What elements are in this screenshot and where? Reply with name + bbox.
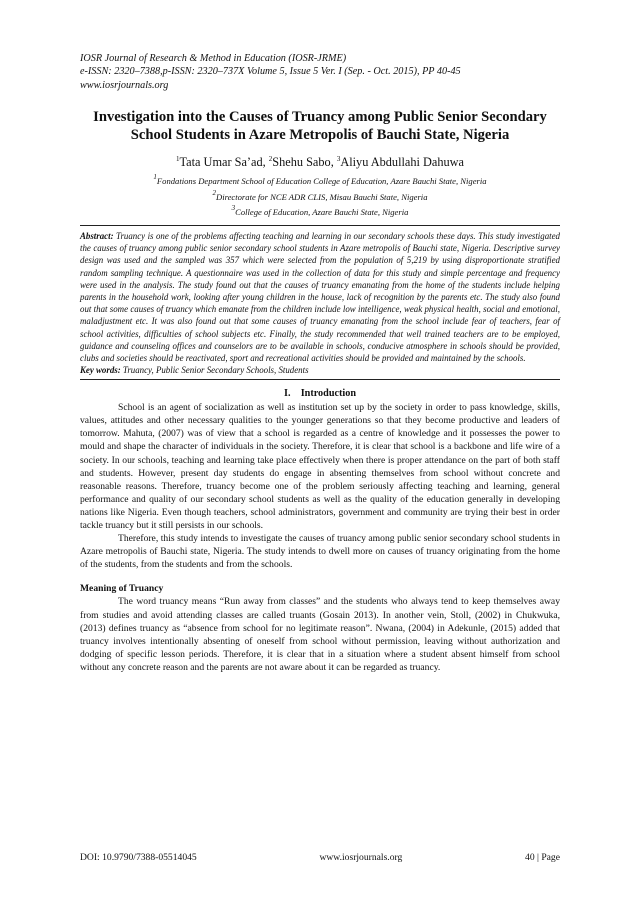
divider — [80, 379, 560, 380]
divider — [80, 225, 560, 226]
abstract — [80, 230, 560, 364]
footer-doi: DOI: 10.9790/7388-05514045 — [80, 852, 197, 863]
author-name: Shehu Sabo, — [272, 155, 337, 170]
journal-name: IOSR Journal of Research & Method in Education (IOSR-JRME) — [80, 53, 347, 64]
keywords-text: Truancy, Public Senior Secondary Schools, Students — [120, 365, 309, 376]
affiliation-sup: 2 — [212, 188, 216, 197]
paragraph: Therefore, this study intends to investigate the causes of truancy among public senior secondary school students in Azare metropolis of Bauchi state, Nigeria. The study intends to dwell more on causes of truancy originating from the home of the students, from the students and from the schools. — [80, 533, 560, 571]
section-heading: I. Introduction — [284, 388, 356, 400]
journal-header — [80, 52, 560, 92]
paragraph: The word truancy means “Run away from classes” and the students who always tend to keep themselves away from studies and avoid attending classes are called truants (Gosain 2013). In another vein, Stoll, (2002) in Chukwuka, (2013) defines truancy as “absence from school for no legitimate reason”. Nwana, (2004) in Adekunle, (2015) added that truancy involves intentionally absenting of oneself from school without permission, leaving without authorization and dodging of specific lesson periods. Therefore, it is clear that in a situation where a student absent himself from school without any concrete reason and the parents are not aware about it can be regarded as truancy. — [80, 596, 560, 673]
keywords — [80, 364, 560, 376]
affiliation-text: Fondations Department School of Education College of Education, Azare Bauchi State, Nigeria — [156, 176, 487, 187]
page-footer — [80, 852, 560, 864]
affiliation — [80, 188, 560, 204]
footer-website: www.iosrjournals.org — [319, 852, 403, 863]
affiliation-text: Directorate for NCE ADR CLIS, Misau Bauchi State, Nigeria — [216, 191, 428, 202]
journal-issn: e-ISSN: 2320–7388,p-ISSN: 2320–737X Volume 5, Issue 5 Ver. I (Sep. - Oct. 2015), PP 40-45 — [80, 66, 461, 78]
author-list — [80, 152, 560, 170]
affiliation-list — [80, 172, 560, 219]
paragraph: School is an agent of socialization as well as institution set up by the society in order to pass knowledge, skills, values, attitudes and other necessary qualities to the younger generations so that they become productive and leaders of tomorrow. Mahuta, (2007) was of view that a school is regarded as a centre of knowledge and it possesses the power to mould and shape the character of individuals in the society. Therefore, it is clear that school is a backbone and life wire of a society. In our schools, teaching and learning take place effectively when there is proper attendance on the part of both staff and students. However, present day students do engage in absenting themselves from school without concrete and reasonable reasons. Therefore, truancy become one of the problem seriously affecting teaching and learning, general performance and quality of our secondary school students as well as the quality of the education generally in developing nations like Nigeria. Even though teachers, school administrators, government and community are trying their best in order tackle truancy but it still persists in our schools. — [80, 402, 560, 531]
body-text — [80, 387, 560, 674]
author-sup: 1 — [176, 155, 180, 164]
affiliation — [80, 203, 560, 219]
abstract-label: Abstract: — [80, 230, 114, 241]
affiliation — [80, 172, 560, 188]
subsection-heading: Meaning of Truancy — [80, 583, 164, 595]
author-sup: 2 — [268, 155, 273, 164]
affiliation-sup: 3 — [231, 204, 236, 213]
author-sup: 3 — [336, 155, 341, 164]
paper-title: Investigation into the Causes of Truancy among Public Senior Secondary School Students in Azare Metropolis of Bauchi State, Nigeria — [93, 109, 547, 143]
keywords-label: Key words: — [80, 365, 121, 376]
author-name: Aliyu Abdullahi Dahuwa — [340, 155, 464, 170]
footer-page-number: 40 | Page — [525, 852, 560, 863]
affiliation-text: College of Education, Azare Bauchi State, Nigeria — [235, 207, 409, 218]
author-name: Tata Umar Sa’ad, — [179, 155, 269, 170]
abstract-text: Truancy is one of the problems affecting teaching and learning in our secondary schools these days. This study investigated the causes of truancy among public senior secondary school students in Azare metropolis of Bauchi state, Nigeria. Descriptive survey design was used and the sampled was 357 which were selected from the population of 5,219 by using disproportionate stratified random sampling technique. A questionnaire was used in the collection of data for this study and simple percentage and frequency were used in the analysis. The study found out that the causes of truancy emanating from the home of the students include helping parents in the household work, looking after young children in the house, lack of recognition by the parents etc. The study also found out that some causes of truancy which emanate from the children include low intelligence, weak physical health, social and emotional, maladjustment etc. It was also found out that some causes of truancy emanating from the school include fear of teachers, fear of school activities, difficulties of school subjects etc. Finally, the study recommended that well trained teachers are to be employed, guidance and counseling offices and counselors are to be available in schools, conducive atmosphere in schools should be provided, clubs and societies should be reactivated, sport and recreational activities should be provided and maintained by the schools. — [80, 230, 560, 363]
journal-website: www.iosrjournals.org — [80, 79, 169, 91]
affiliation-sup: 1 — [153, 173, 157, 182]
